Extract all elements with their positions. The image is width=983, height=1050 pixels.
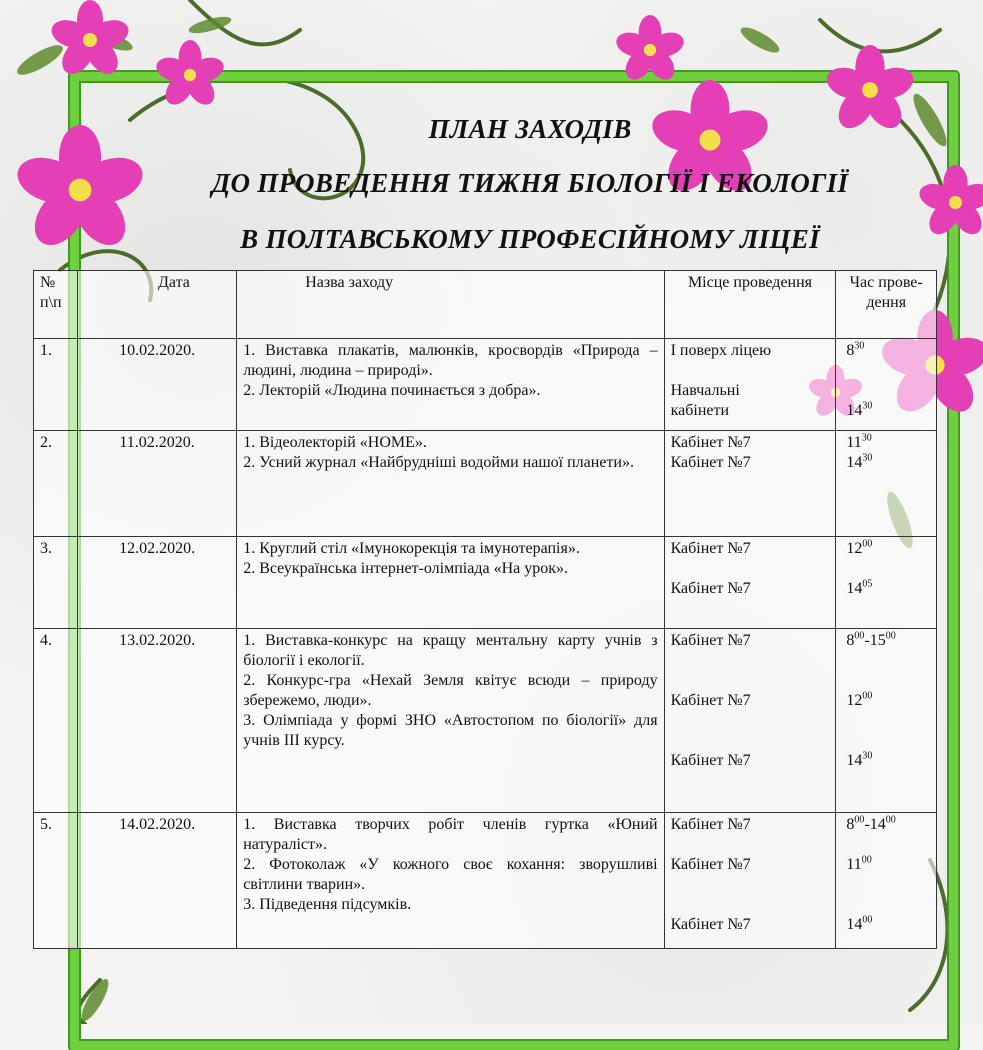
time-item	[846, 361, 930, 381]
row-date: 13.02.2020.	[77, 629, 236, 813]
header-place: Місце проведення	[664, 271, 836, 339]
row-number: 3.	[34, 537, 78, 629]
flower-icon	[50, 0, 130, 80]
header-event: Назва заходу	[237, 271, 664, 339]
time-item	[846, 731, 930, 751]
event-item: 1. Виставка творчих робіт членів гуртка «Юний натураліст».	[243, 816, 658, 853]
place-item: Кабінет №7	[670, 916, 751, 933]
table-row	[34, 537, 937, 629]
place-item: Кабінет №7	[670, 454, 751, 471]
row-number: 1.	[34, 339, 78, 431]
place-item	[671, 895, 830, 915]
row-places	[664, 813, 836, 949]
row-number: 5.	[34, 813, 78, 949]
time-item: $11^{00}$	[846, 854, 872, 873]
row-places	[664, 537, 836, 629]
event-item: 2. Конкурс-гра «Нехай Земля квітує всюди – природу збережемо, люди».	[243, 672, 658, 709]
place-item: Кабінет №7	[670, 692, 751, 709]
page-title-line-1: ПЛАН ЗАХОДІВ	[428, 114, 632, 144]
place-item	[671, 671, 830, 691]
event-item: 2. Всеукраїнська інтернет-олімпіада «На урок».	[243, 560, 568, 577]
row-places	[664, 629, 836, 813]
place-item	[671, 559, 830, 579]
table-row	[34, 813, 937, 949]
table-row	[34, 629, 937, 813]
row-events	[237, 537, 664, 629]
time-item: $12^{00}$	[846, 538, 873, 557]
time-item: $14^{05}$	[846, 578, 873, 597]
time-item: $11^{30}$	[846, 432, 872, 451]
header-time: Час прове-дення	[836, 271, 937, 339]
row-places	[664, 431, 836, 537]
row-date: 11.02.2020.	[77, 431, 236, 537]
events-table	[33, 270, 937, 949]
place-item: Кабінет №7	[670, 540, 751, 557]
row-date: 10.02.2020.	[77, 339, 236, 431]
time-item: $8^{30}$	[846, 340, 865, 359]
time-item	[846, 835, 930, 855]
time-item: $14^{30}$	[846, 452, 873, 471]
row-events	[237, 629, 664, 813]
row-events	[237, 431, 664, 537]
row-times	[836, 339, 937, 431]
event-item: 3. Підведення підсумків.	[243, 896, 412, 913]
time-item: $8^{00}-15^{00}$	[846, 630, 896, 649]
time-item	[846, 875, 930, 895]
row-events	[237, 813, 664, 949]
place-item: Кабінет №7	[670, 816, 751, 833]
place-item	[671, 361, 830, 381]
event-item: 1. Відеолекторій «HOME».	[243, 434, 427, 451]
row-times	[836, 813, 937, 949]
event-item: 1. Виставка-конкурс на кращу ментальну карту учнів з біології і екології.	[243, 632, 658, 669]
place-item	[671, 875, 830, 895]
time-item	[846, 711, 930, 731]
flower-icon	[155, 40, 225, 110]
event-item: 1. Виставка плакатів, малюнків, кросвордів «Природа – людині, людина – природі».	[243, 342, 658, 379]
place-item	[671, 711, 830, 731]
row-places	[664, 339, 836, 431]
event-item: 2. Фотоколаж «У кожного своє кохання: зворушливі світлини тварин».	[243, 856, 658, 893]
time-item	[846, 671, 930, 691]
place-item: Кабінет №7	[670, 856, 751, 873]
place-item: Кабінет №7	[670, 752, 751, 769]
table-header-row	[34, 271, 937, 339]
time-item: $8^{00}-14^{00}$	[846, 814, 896, 833]
place-item: Кабінет №7	[670, 632, 751, 649]
place-item	[671, 835, 830, 855]
page-title-line-2: ДО ПРОВЕДЕННЯ ТИЖНЯ БІОЛОГІЇ І ЕКОЛОГІЇ	[211, 168, 849, 198]
row-number: 2.	[34, 431, 78, 537]
time-item	[846, 381, 930, 401]
time-item	[846, 651, 930, 671]
row-number: 4.	[34, 629, 78, 813]
time-item: $14^{00}$	[846, 914, 873, 933]
table-row	[34, 339, 937, 431]
time-item: $12^{00}$	[846, 690, 873, 709]
row-date: 14.02.2020.	[77, 813, 236, 949]
event-item: 2. Лекторій «Людина починається з добра».	[243, 382, 541, 399]
row-times	[836, 431, 937, 537]
place-item	[671, 651, 830, 671]
event-item: 3. Олімпіада у формі ЗНО «Автостопом по біології» для учнів ІІІ курсу.	[243, 712, 658, 749]
time-item: $14^{30}$	[846, 400, 873, 419]
place-item: кабінети	[670, 402, 730, 419]
time-item	[846, 559, 930, 579]
time-item: $14^{30}$	[846, 750, 873, 769]
table-row	[34, 431, 937, 537]
row-date: 12.02.2020.	[77, 537, 236, 629]
row-events	[237, 339, 664, 431]
time-item	[846, 895, 930, 915]
place-item	[671, 731, 830, 751]
flower-icon	[615, 15, 685, 85]
place-item: І поверх ліцею	[670, 342, 772, 359]
page-title-line-3: В ПОЛТАВСЬКОМУ ПРОФЕСІЙНОМУ ЛІЦЕЇ	[240, 224, 820, 254]
header-num: № п\п	[34, 271, 78, 339]
place-item: Кабінет №7	[670, 580, 751, 597]
row-times	[836, 537, 937, 629]
place-item: Навчальні	[670, 382, 740, 399]
event-item: 1. Круглий стіл «Імунокорекція та імунотерапія».	[243, 540, 580, 557]
header-date: Дата	[77, 271, 236, 339]
place-item: Кабінет №7	[670, 434, 751, 451]
row-times	[836, 629, 937, 813]
event-item: 2. Усний журнал «Найбрудніші водойми нашої планети».	[243, 454, 634, 471]
